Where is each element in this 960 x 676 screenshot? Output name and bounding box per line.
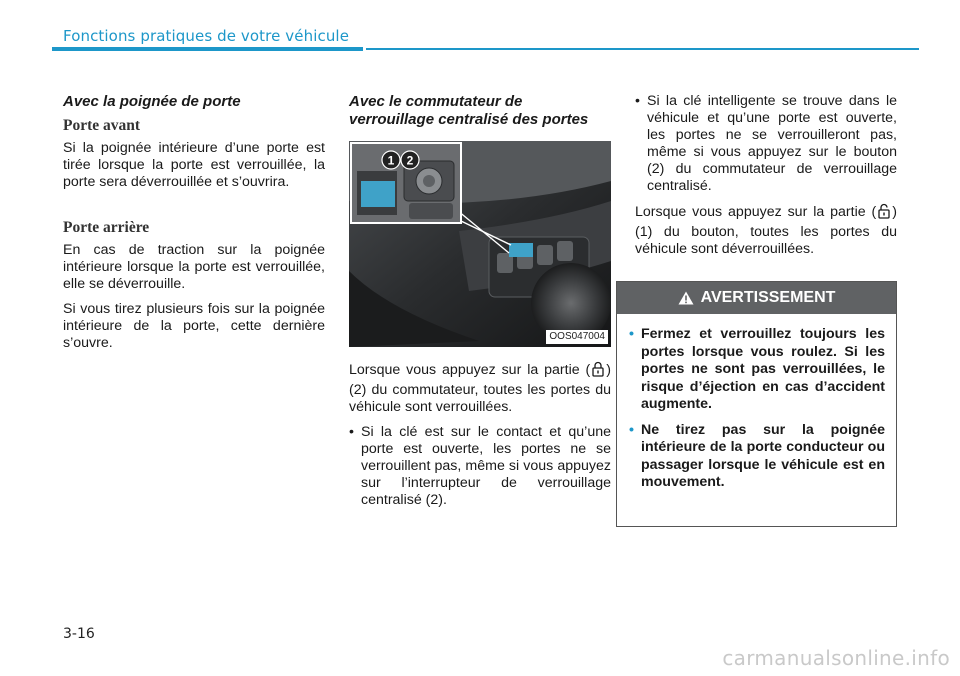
subheading-front-door: Porte avant xyxy=(63,117,141,134)
warning-list xyxy=(629,326,885,500)
warning-title: AVERTISSEMENT xyxy=(700,289,836,306)
warning-item: • Ne tirez pas sur la poignée intérieure de la porte conducteur ou passager lorsque le véhicule est en mouvement. xyxy=(629,422,885,492)
warning-box xyxy=(616,281,897,527)
column-2 xyxy=(349,93,611,517)
heading-door-handle: Avec la poignée de porte xyxy=(63,93,241,110)
warning-triangle-icon xyxy=(678,291,694,305)
bullet-smart-key: • Si la clé intelligente se trouve dans le véhicule et qu’une porte est ouverte, les portes ne se verrouilleront pas, même si vous appuyez sur le bouton (2) du commutateur de verrouillage centralisé. xyxy=(635,93,897,195)
column-1 xyxy=(63,93,325,360)
watermark: carmanualsonline.info xyxy=(722,646,950,670)
paragraph-unlock-all: Lorsque vous appuyez sur la partie ( ) (1) du bouton, toutes les portes du véhicule sont déverrouillées. xyxy=(635,204,897,257)
column-3 xyxy=(635,93,897,266)
paragraph-front-door: Si la poignée intérieure d’une porte est tirée lorsque la porte est verrouillée, la porte sera déverrouillée et s’ouvrira. xyxy=(63,140,325,190)
door-switch-photo xyxy=(349,141,611,347)
figure-caption: OOS047004 xyxy=(546,330,608,344)
page-number: 3-16 xyxy=(63,626,95,642)
bullet-key-in-ignition: • Si la clé est sur le contact et qu’une porte est ouverte, les portes ne se verrouillent pas, même si vous appuyez sur l’interrupteur de verrouillage centralisé (2). xyxy=(349,424,611,509)
door-panel-illustration xyxy=(349,141,611,347)
header-rule xyxy=(52,47,363,51)
warning-header xyxy=(617,282,896,314)
callout-2: 2 xyxy=(406,153,414,168)
paragraph-lock-all: Lorsque vous appuyez sur la partie ( ) (2) du commutateur, toutes les portes du véhicule sont verrouillées. xyxy=(349,362,611,415)
callout-1: 1 xyxy=(387,153,395,168)
section-title: Fonctions pratiques de votre véhicule xyxy=(63,27,350,45)
paragraph-rear-door-2: Si vous tirez plusieurs fois sur la poignée intérieure de la porte, cette dernière s’ouvre. xyxy=(63,301,325,351)
warning-item: • Fermez et verrouillez toujours les portes lorsque vous roulez. Si les portes ne sont pas verrouillées, le risque d’éjection en cas d’accident augmente. xyxy=(629,326,885,414)
heading-central-lock-switch: Avec le commutateur de verrouillage centralisé des portes xyxy=(349,93,589,128)
subheading-rear-door: Porte arrière xyxy=(63,219,150,236)
callout-badges xyxy=(381,149,421,171)
lock-icon xyxy=(592,361,604,382)
unlock-icon xyxy=(878,203,890,224)
header-rule-thin xyxy=(366,48,919,50)
paragraph-rear-door-1: En cas de traction sur la poignée intérieure lorsque la porte est verrouillée, elle se déverrouille. xyxy=(63,242,325,292)
